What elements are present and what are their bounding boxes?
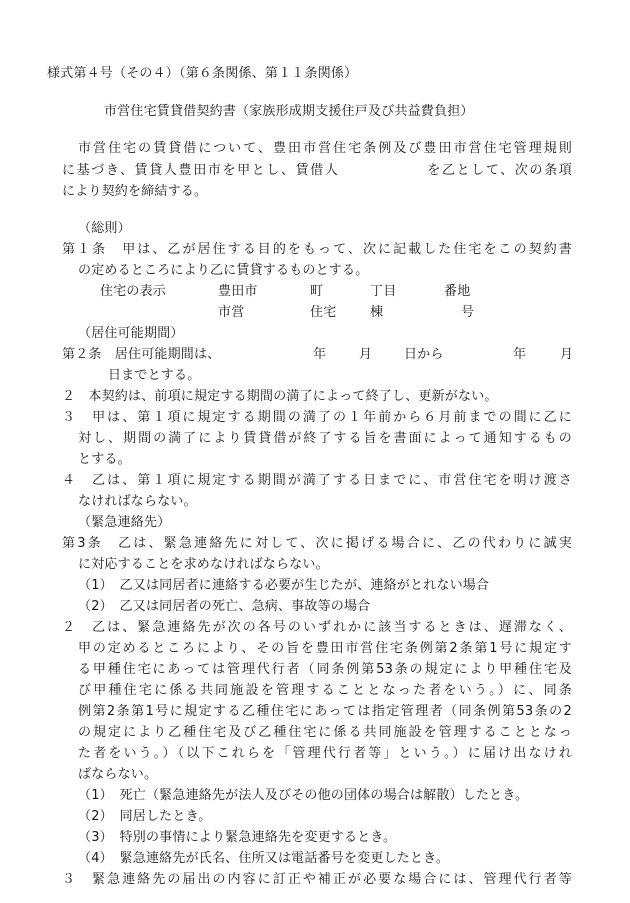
article-line: に対応することを求めなければならない。: [78, 557, 329, 572]
period-end-month: 月: [560, 347, 574, 362]
period-lead: 第２条 居住可能期間は、: [62, 347, 221, 362]
period-start-day: 日から: [404, 347, 444, 362]
preamble-line: に基づき、賃貸人豊田市を甲とし、賃借人 を乙として、次の条項: [62, 163, 572, 178]
article-heading: （緊急連絡先）: [78, 515, 171, 530]
list-item: （2） 乙又は同居者の死亡、急病、事故等の場合: [78, 599, 371, 614]
paragraph-line: び甲種住宅に係る共同施設を管理することとなった者をいう。）に、同条: [78, 683, 572, 698]
article-line: の定めるところにより乙に賃貸するものとする。: [78, 263, 369, 278]
housing-municipal: 市営: [218, 305, 245, 320]
paragraph-line: ばならない。: [78, 767, 158, 782]
paragraph-line: ３ 甲は、第１項に規定する期間の満了の１年前から６月前までの間に乙に: [62, 410, 572, 425]
housing-type: 住宅: [310, 305, 337, 320]
list-item: （4） 緊急連絡先が氏名、住所又は電話番号を変更したとき。: [78, 851, 450, 866]
list-item: （2） 同居したとき。: [78, 809, 212, 824]
paragraph-line: る甲種住宅にあっては管理代行者（同条例第53条の規定により甲種住宅及: [78, 662, 572, 677]
paragraph-line: 例第2条第1号に規定する乙種住宅にあっては指定管理者（同条例第53条の2: [78, 704, 572, 719]
preamble-line: により契約を締結する。: [62, 184, 208, 199]
housing-town: 町: [310, 284, 324, 299]
preamble-line: 市営住宅の賃貸借について、豊田市営住宅条例及び豊田市営住宅管理規則: [78, 141, 572, 156]
article-heading: （居住可能期間）: [78, 326, 184, 341]
housing-city: 豊田市: [218, 284, 258, 299]
paragraph-line: ３ 緊急連絡先の届出の内容に訂正や補正が必要な場合には、管理代行者等: [62, 872, 572, 887]
paragraph-line: ２ 乙は、緊急連絡先が次の各号のいずれかに該当するときは、遅滞なく、: [62, 620, 572, 635]
paragraph-line: ２ 本契約は、前項に規定する期間の満了によって終了し、更新がない。: [62, 389, 498, 404]
document-title: 市営住宅賃貸借契約書（家族形成期支援住戸及び共益費負担）: [104, 104, 474, 119]
paragraph-line: ４ 乙は、第１項に規定する期間が満了する日までに、市営住宅を明け渡さ: [62, 473, 572, 488]
paragraph-line: た者をいう。）（以下これらを「管理代行者等」という。）に届け出なけれ: [78, 746, 572, 761]
list-item: （3） 特別の事情により緊急連絡先を変更するとき。: [78, 830, 397, 845]
paragraph-line: 甲の定めるところにより、その旨を豊田市営住宅条例第2条第1号に規定す: [78, 641, 572, 656]
list-item: （1） 死亡（緊急連絡先が法人及びその他の団体の場合は解散）したとき。: [78, 788, 529, 803]
list-item: （1） 乙又は同居者に連絡する必要が生じたが、連絡がとれない場合: [78, 578, 490, 593]
period-start-year: 年: [313, 347, 327, 362]
article-line: 第3条 乙は、緊急連絡先に対して、次に掲げる場合に、乙の代わりに誠実: [62, 536, 572, 551]
period-end-year: 年: [513, 347, 527, 362]
period-end: 日までとする。: [108, 368, 201, 383]
period-start-month: 月: [359, 347, 373, 362]
paragraph-line: 対し、期間の満了により賃貸借が終了する旨を書面によって通知するもの: [78, 431, 572, 446]
paragraph-line: とする。: [78, 452, 131, 467]
housing-chome: 丁目: [370, 284, 397, 299]
article-heading: （総則）: [78, 221, 131, 236]
article-line: 第１条 甲は、乙が居住する目的をもって、次に記載した住宅をこの契約書: [62, 242, 572, 257]
form-number-label: 様式第４号（その４）（第６条関係、第１１条関係）: [47, 66, 358, 81]
paragraph-line: の規定により乙種住宅及び乙種住宅に係る共同施設を管理することとなっ: [78, 725, 572, 740]
housing-banchi: 番地: [444, 284, 471, 299]
housing-label: 住宅の表示: [100, 284, 167, 299]
paragraph-line: なければならない。: [78, 494, 197, 509]
housing-building: 棟: [370, 305, 384, 320]
housing-unit: 号: [461, 305, 475, 320]
